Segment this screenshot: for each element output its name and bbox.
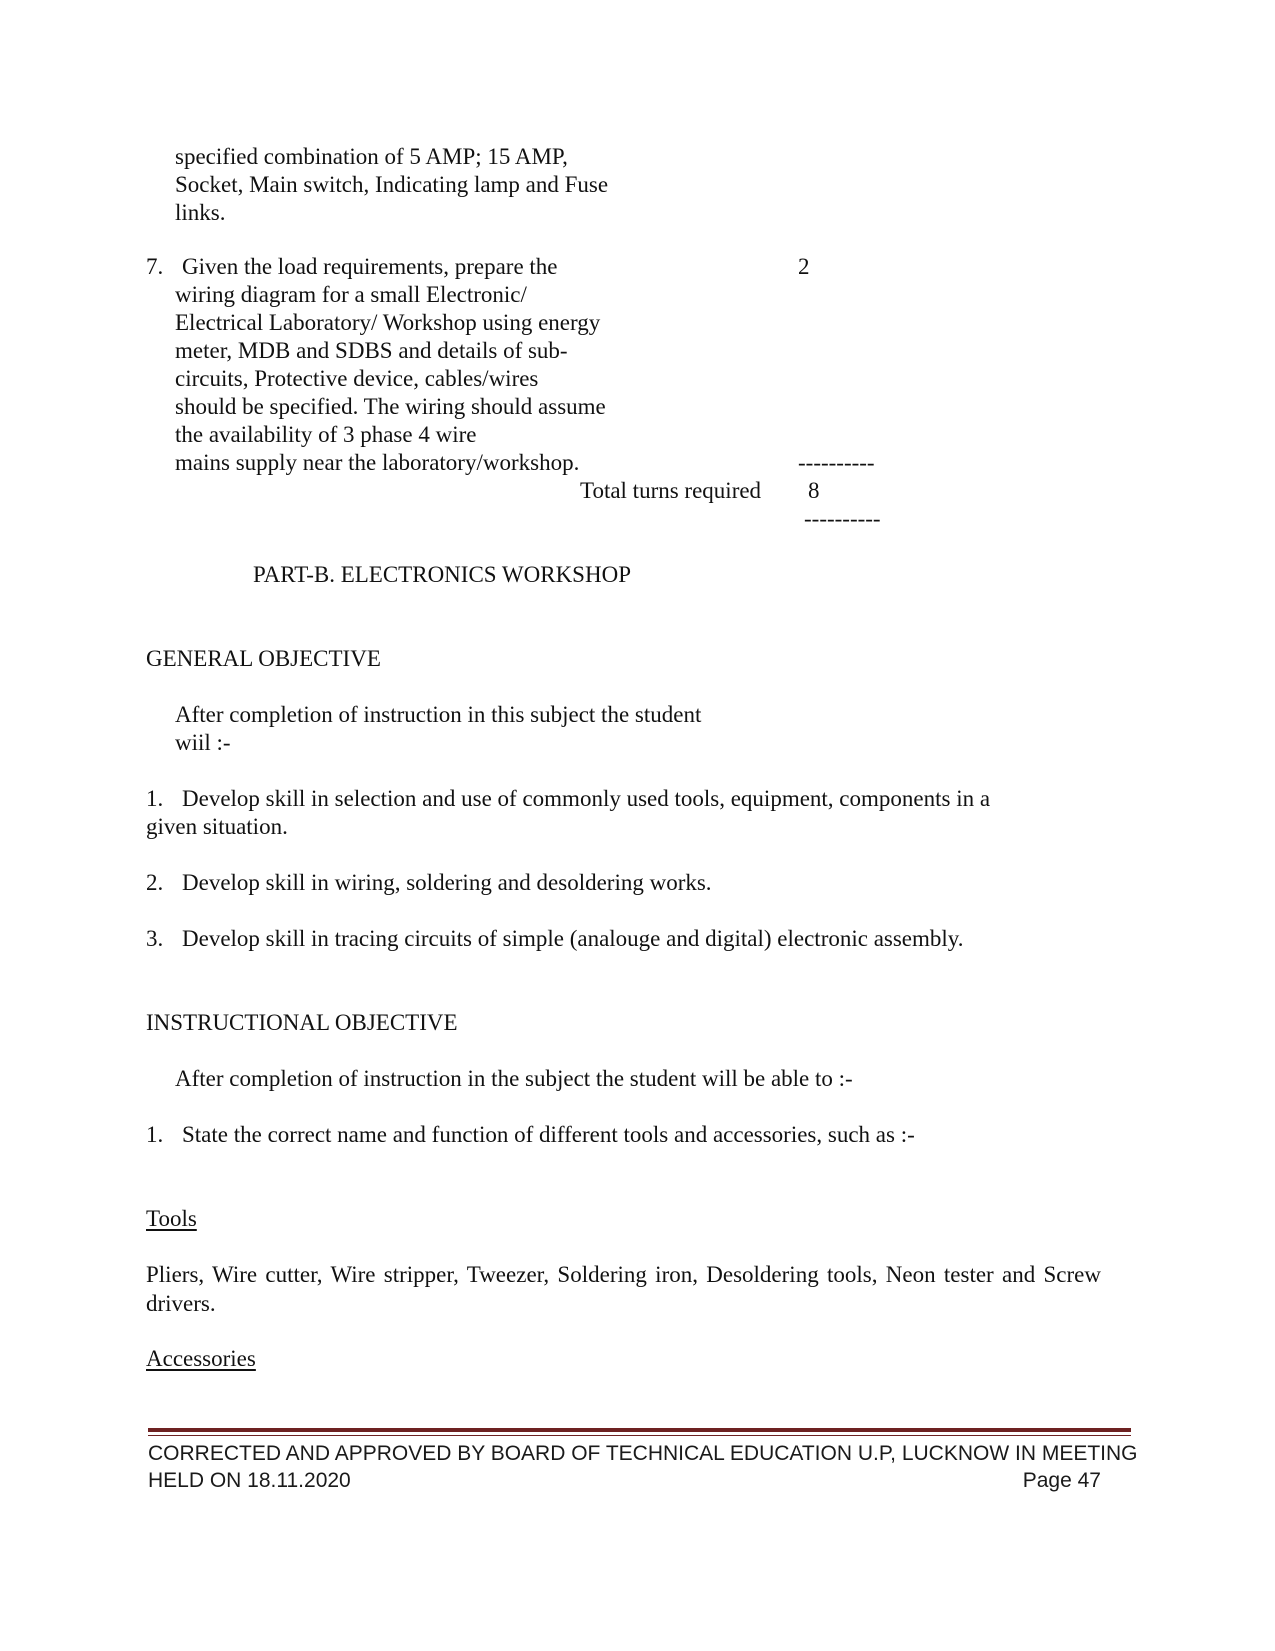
objective-text: given situation.: [146, 814, 288, 839]
part-b-heading: PART-B. ELECTRONICS WORKSHOP: [253, 562, 631, 587]
objective-number: 3.: [146, 926, 164, 951]
objective-number: 2.: [146, 870, 164, 895]
item-line: mains supply near the laboratory/workshop.: [175, 450, 580, 475]
item-number: 7.: [146, 254, 164, 279]
objective-text: Develop skill in wiring, soldering and desoldering works.: [182, 870, 712, 895]
general-objective-heading: GENERAL OBJECTIVE: [146, 646, 381, 671]
footer-line: HELD ON 18.11.2020: [148, 1469, 351, 1492]
item-line: Given the load requirements, prepare the: [182, 254, 558, 279]
instructional-item-text: State the correct name and function of different tools and accessories, such as :-: [182, 1122, 915, 1147]
footer-rule-thin: [148, 1435, 1131, 1436]
item-line: meter, MDB and SDBS and details of sub-: [175, 338, 568, 363]
accessories-heading: Accessories: [146, 1346, 256, 1371]
item-line: circuits, Protective device, cables/wires: [175, 366, 539, 391]
page-number: Page 47: [1022, 1469, 1101, 1492]
footer-line: CORRECTED AND APPROVED BY BOARD OF TECHNICAL EDUCATION U.P, LUCKNOW IN MEETING: [148, 1442, 1138, 1465]
footer-rule: [148, 1428, 1131, 1432]
tools-list: Pliers, Wire cutter, Wire stripper, Tweezer, Soldering iron, Desoldering tools, Neon tester and Screw drivers.: [146, 1262, 1101, 1316]
general-objective-intro: wiil :-: [175, 730, 231, 755]
item-line: the availability of 3 phase 4 wire: [175, 422, 477, 447]
instructional-objective-intro: After completion of instruction in the subject the student will be able to :-: [175, 1066, 853, 1091]
total-dash-top: ----------: [798, 450, 875, 475]
continuation-line: specified combination of 5 AMP; 15 AMP,: [175, 144, 568, 169]
instructional-item-number: 1.: [146, 1122, 164, 1147]
total-value: 8: [808, 478, 820, 503]
item-line: Electrical Laboratory/ Workshop using energy: [175, 310, 601, 335]
tools-heading: Tools: [146, 1206, 197, 1231]
instructional-objective-heading: INSTRUCTIONAL OBJECTIVE: [146, 1010, 458, 1035]
total-dash-bottom: ----------: [804, 506, 881, 531]
objective-text: Develop skill in selection and use of commonly used tools, equipment, components in a: [182, 786, 991, 811]
item-line: wiring diagram for a small Electronic/: [175, 282, 527, 307]
total-label: Total turns required: [580, 478, 762, 503]
continuation-line: Socket, Main switch, Indicating lamp and Fuse: [175, 172, 609, 197]
objective-number: 1.: [146, 786, 164, 811]
general-objective-intro: After completion of instruction in this subject the student: [175, 702, 702, 727]
continuation-line: links.: [175, 200, 226, 225]
objective-text: Develop skill in tracing circuits of simple (analouge and digital) electronic assembly.: [182, 926, 964, 951]
item-line: should be specified. The wiring should assume: [175, 394, 606, 419]
turns-value: 2: [798, 254, 810, 279]
